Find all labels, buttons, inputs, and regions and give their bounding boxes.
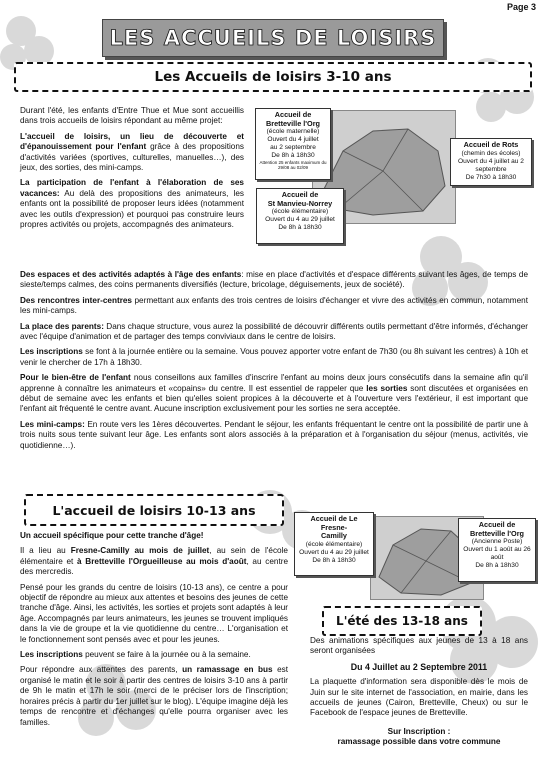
paragraph-animations: Des animations spécifiques aux jeunes de 13 à 18 ans seront organisées — [310, 636, 528, 656]
paragraph-inscriptions: Les inscriptions se font à la journée entière ou la semaine. Vous pouvez apporter votre enfant de 7h30 (ou 8h suivant les centres) à 10h et venir le chercher de 17h à 18h30. — [20, 347, 528, 367]
section-10-13-body — [20, 531, 288, 733]
box-manvieu: Accueil de St Manvieu-Norrey (école élémentaire) Ouvert du 4 au 29 juillet De 8h à 18h30 — [256, 188, 344, 244]
section-10-13-title: L'accueil de loisirs 10-13 ans — [52, 502, 256, 518]
paragraph-wellbeing: Pour le bien-être de l'enfant nous conseillons aux familles d'inscrire l'enfant au moins deux jours consécutifs dans la semaine afin qu'il apprenne à connaître les animateurs et «copains» du centre. Il est essentiel de rappeler que les sorties sont discutées et organisées en début de semaine avec les enfants et bien qu'elles soient propices à la découverte et à l'ouverture vers l'extérieur, il est important que l'enfant ait fréquenté le centre avant. Aucune inscription exclusivement pour les sorties ne sera acceptée. — [20, 373, 528, 414]
paragraph-discovery: L'accueil de loisirs, un lieu de découverte et d'épanouissement pour l'enfant grâce à des propositions d'activités variées (sportives, culturelles, manuelles…), des jeux, des sorties, des mini-camps. — [20, 131, 244, 173]
page-number: Page 3 — [506, 2, 536, 12]
paragraph-participation: La participation de l'enfant à l'élaboration de ses vacances: Au delà des propositions des animateurs, les enfants ont la possibilité de proposer leurs idées (notamment avec les outils d'expression) et pourquoi pas construire leurs propres activités ou projets, accompagnés des animateurs. — [20, 178, 244, 230]
box-rots: Accueil de Rots (chemin des écoles) Ouvert du 4 juillet au 2 septembre De 7h30 à 18h30 — [450, 138, 532, 186]
paragraph-spaces: Des espaces et des activités adaptés à l'âge des enfants: mise en place d'activités et d'espace différents suivant les âges, de temps de sieste/temps calmes, des coins permanents diversifiés (lecture, bricolage, déguisements, jeux de société). — [20, 270, 529, 290]
paragraph-purpose: Pensé pour les grands du centre de loisirs (10-13 ans), ce centre a pour objectif de répondre au mieux aux attentes et besoins des jeunes de cette tranche d'âge. Ainsi, les activités, les sorties et projets sont adaptés à leur âge. Accompagnés par leurs animateurs, les jeunes se trouvent impliqués dans la vie de groupe et la vie quotidienne du centre… L'organisation et le fonctionnement sont pensés avec et pour les jeunes. — [20, 582, 288, 644]
paragraph-minicamps: Les mini-camps: En route vers les 1ères découvertes. Pendant le séjour, les enfants fréquentant le centre ont la possibilité de partir une à trois nuits sous tente suivant leur âge. Les enfants sont alors associés à la préparation et à l'organisation du séjour (menus, activités, vie quotidienne…). — [20, 419, 529, 450]
section-13-18-header — [322, 606, 482, 636]
paragraph-meetings: Des rencontres inter-centres permettant aux enfants des trois centres de loisirs d'échanger et vivre des activités en commun, notamment les mini-camps. — [20, 295, 528, 316]
paragraph-brochure: La plaquette d'information sera disponible dès le mois de Juin sur le site internet de l'association, en mairie, dans les accueils de jeunes (Cairon, Bretteville, Cheux) ou sur le Facebook de l'espace jeunes de Bretteville. — [310, 677, 528, 718]
paragraph-parents: La place des parents: Dans chaque structure, vous aurez la possibilité de découvrir différents outils permettant d'être informés, d'échanger avec l'équipe d'animation et de partager des temps conviviaux dans le centre de loisirs. — [20, 321, 528, 342]
dates-13-18: Du 4 Juillet au 2 Septembre 2011 — [350, 661, 488, 672]
section-3-10-intro — [20, 106, 244, 235]
section-3-10-header — [14, 62, 532, 92]
section-13-18-body — [310, 636, 528, 753]
section-10-13-subtitle: Un accueil spécifique pour cette tranche d'âge! — [20, 531, 204, 540]
paragraph-inscriptions-10-13: Les inscriptions peuvent se faire à la journée ou à la semaine. — [20, 650, 251, 660]
registration-text: ramassage possible dans votre commune — [337, 737, 501, 747]
box-bretteville-10-13: Accueil de Bretteville l'Org (Ancienne Poste) Ouvert du 1 août au 26 août De 8h à 18h30 — [458, 518, 536, 582]
box-fresne-camilly: Accueil de Le Fresne- Camilly (école élémentaire) Ouvert du 4 au 29 juillet De 8h à 18h30 — [294, 512, 374, 576]
registration-title: Sur Inscription : — [387, 726, 451, 736]
section-3-10-title: Les Accueils de loisirs 3-10 ans — [154, 69, 392, 85]
box-bretteville-3-10: Accueil de Bretteville l'Org (école maternelle) Ouvert du 4 juillet au 2 septembre De 8h à 18h30 Attention 25 enfants maximum du 29/08 au 02/09 — [255, 108, 331, 180]
section-10-13-header — [24, 494, 284, 526]
paragraph-location: Il a lieu au Fresne-Camilly au mois de juillet, au sein de l'école élémentaire et à Bretteville l'Orgueilleuse au mois d'août, au centre des mercredis. — [20, 546, 288, 577]
section-3-10-body — [20, 270, 528, 456]
page-banner — [102, 19, 444, 57]
intro-text: Durant l'été, les enfants d'Entre Thue et Mue sont accueillis dans trois accueils de loisirs répondant au même projet: — [20, 106, 244, 126]
section-13-18-title: L'été des 13-18 ans — [336, 614, 468, 628]
paragraph-bus: Pour répondre aux attentes des parents, un ramassage en bus est organisé le matin et le soir à partir des centres de loisirs 3-10 ans à partir de 9h le matin et 17h le soir (merci de le préciser lors de l'inscription; horaires précis à partir du 1er juillet sur le blog). L'équipe imagine déjà les temps de rencontre et d'échanges qu'elle pourra organiser avec les familles. — [20, 665, 288, 727]
banner-title: LES ACCUEILS DE LOISIRS — [109, 26, 437, 50]
